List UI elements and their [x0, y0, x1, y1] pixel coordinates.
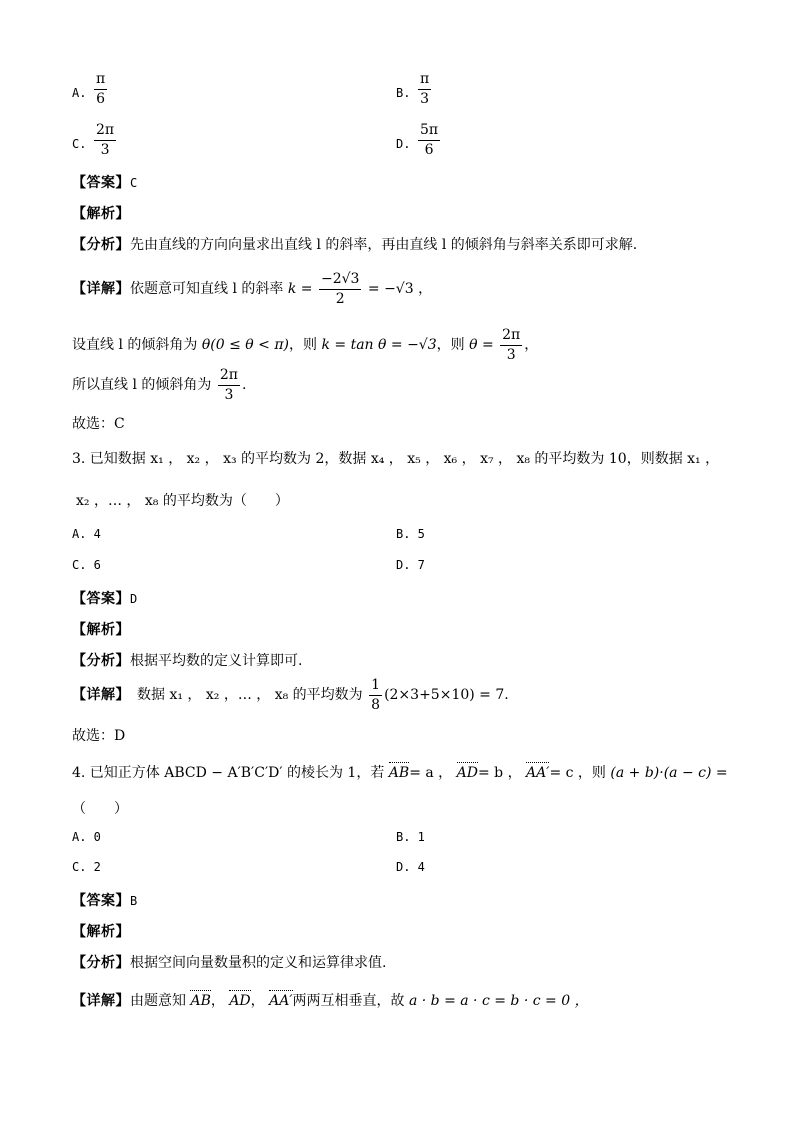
- q3-option-a: A. 4: [72, 527, 101, 541]
- detail-denominator: 2: [335, 290, 345, 307]
- q2-analysis-tag: 【解析】: [72, 206, 130, 222]
- option-d-label: D.: [396, 137, 411, 151]
- q4-fenxi: [72, 952, 386, 972]
- vector-aa: AA′: [526, 765, 550, 781]
- option-b-label: B.: [396, 86, 411, 100]
- line2-theta: θ(0 ≤ θ < π): [201, 337, 289, 354]
- q3-stem-line1: 3. 已知数据 x₁ ， x₂ ， x₃ 的平均数为 2，数据 x₄ ， x₅ ， x₆ ， x₇ ， x₈ 的平均数为 10，则数据 x₁ ，: [72, 451, 720, 467]
- option-a-numerator: π: [94, 72, 107, 90]
- q4-stem-line1: [72, 762, 728, 782]
- q2-line2: [72, 328, 538, 362]
- detail-tag: 【详解】: [72, 687, 123, 704]
- detail-expression: a · b = a · c = b · c = 0 ，: [408, 993, 589, 1009]
- q4-option-a: A. 0: [72, 830, 101, 844]
- option-d-value: [416, 123, 442, 157]
- detail-sep-2: ，: [250, 993, 265, 1009]
- q2-line3: [72, 368, 246, 402]
- q4-stem-text: 4. 已知正方体 ABCD − A′B′C′D′ 的棱长为 1，若: [72, 765, 385, 781]
- q4-analysis-tag: 【解析】: [72, 924, 130, 940]
- detail-text: 数据 x₁ ， x₂ ，… ， x₈ 的平均数为: [123, 687, 363, 704]
- option-a-value: [92, 72, 109, 106]
- option-b-denominator: 3: [420, 90, 430, 107]
- detail-expression: (2×3+5×10) = 7.: [384, 687, 509, 704]
- detail-numerator: 1: [369, 678, 382, 696]
- line2-denominator: 3: [506, 346, 516, 363]
- q3-option-d: D. 7: [396, 558, 425, 572]
- line2-theta-eq: θ =: [469, 337, 494, 354]
- q3-answer: [72, 588, 137, 608]
- detail-eq: = −√3 ，: [367, 281, 433, 298]
- vector-aa-eq: = c ，则: [549, 765, 606, 781]
- option-b-value: [416, 72, 433, 106]
- detail-vector-aa: AA′: [269, 993, 293, 1009]
- fenxi-text: 根据空间向量数量积的定义和运算律求值.: [130, 955, 387, 971]
- vector-ab: AB: [388, 765, 410, 781]
- answer-value: C: [130, 176, 138, 190]
- detail-denominator: 8: [371, 696, 381, 713]
- line2-k: k = tan θ = −√3: [321, 337, 437, 354]
- option-b-numerator: π: [418, 72, 431, 90]
- q3-option-c: C. 6: [72, 558, 101, 572]
- q4-answer: [72, 890, 137, 910]
- option-a-label: A.: [72, 86, 87, 100]
- q3-stem-line2: x₂ ，… ， x₈ 的平均数为（ ）: [76, 493, 289, 509]
- q3-detail: [72, 678, 509, 712]
- line3-numerator: 2π: [218, 368, 240, 386]
- vector-ad-eq: = b ，: [477, 765, 522, 781]
- q4-detail: [72, 990, 589, 1010]
- detail-text: 依题意可知直线 l 的斜率: [130, 281, 284, 298]
- answer-tag: 【答案】: [72, 175, 130, 191]
- line2-text-b: ，则: [289, 337, 317, 354]
- detail-text-b: 两两互相垂直，故: [292, 993, 405, 1009]
- detail-text-a: 由题意知: [130, 993, 186, 1009]
- fenxi-tag: 【分析】: [72, 653, 130, 669]
- answer-tag: 【答案】: [72, 893, 130, 909]
- line2-numerator: 2π: [500, 328, 522, 346]
- answer-value: B: [130, 894, 138, 908]
- detail-sep-1: ，: [210, 993, 225, 1009]
- line2-end: ，: [524, 337, 539, 354]
- q2-fenxi: [72, 234, 637, 254]
- detail-tag: 【详解】: [72, 281, 130, 298]
- q2-answer: [72, 172, 137, 192]
- detail-k: k =: [287, 281, 313, 298]
- q2-choose: 故选：C: [72, 416, 125, 432]
- vector-ad: AD: [456, 765, 478, 781]
- q4-expression: (a + b)·(a − c) =: [610, 765, 728, 781]
- vector-ab-eq: = a ，: [409, 765, 453, 781]
- option-a-denominator: 6: [96, 90, 106, 107]
- detail-vector-ab: AB: [190, 993, 211, 1009]
- fenxi-text: 根据平均数的定义计算即可.: [130, 653, 303, 669]
- line2-text-c: ，则: [436, 337, 465, 354]
- line3-denominator: 3: [224, 386, 234, 403]
- answer-tag: 【答案】: [72, 591, 130, 607]
- option-c-value: [92, 123, 118, 157]
- line3-text: 所以直线 l 的倾斜角为: [72, 377, 212, 394]
- q3-option-b: B. 5: [396, 527, 425, 541]
- q4-option-d: D. 4: [396, 860, 425, 874]
- answer-value: D: [130, 592, 138, 606]
- line2-text-a: 设直线 l 的倾斜角为: [72, 337, 198, 354]
- detail-numerator: −2√3: [319, 272, 361, 290]
- q3-choose: 故选：D: [72, 728, 126, 744]
- option-c-numerator: 2π: [94, 123, 116, 141]
- option-d-numerator: 5π: [418, 123, 440, 141]
- detail-vector-ad: AD: [229, 993, 251, 1009]
- line3-end: .: [241, 377, 247, 394]
- q4-option-c: C. 2: [72, 860, 101, 874]
- q3-analysis-tag: 【解析】: [72, 622, 130, 638]
- detail-tag: 【详解】: [72, 993, 130, 1009]
- fenxi-text: 先由直线的方向向量求出直线 l 的斜率，再由直线 l 的倾斜角与斜率关系即可求解.: [130, 237, 638, 253]
- option-c-label: C.: [72, 137, 87, 151]
- q3-fenxi: [72, 650, 302, 670]
- option-d-denominator: 6: [424, 141, 434, 158]
- q4-stem-line2: （ ）: [72, 801, 128, 817]
- q4-option-b: B. 1: [396, 830, 425, 844]
- option-c-denominator: 3: [100, 141, 110, 158]
- fenxi-tag: 【分析】: [72, 955, 130, 971]
- fenxi-tag: 【分析】: [72, 237, 130, 253]
- q2-detail: [72, 272, 432, 306]
